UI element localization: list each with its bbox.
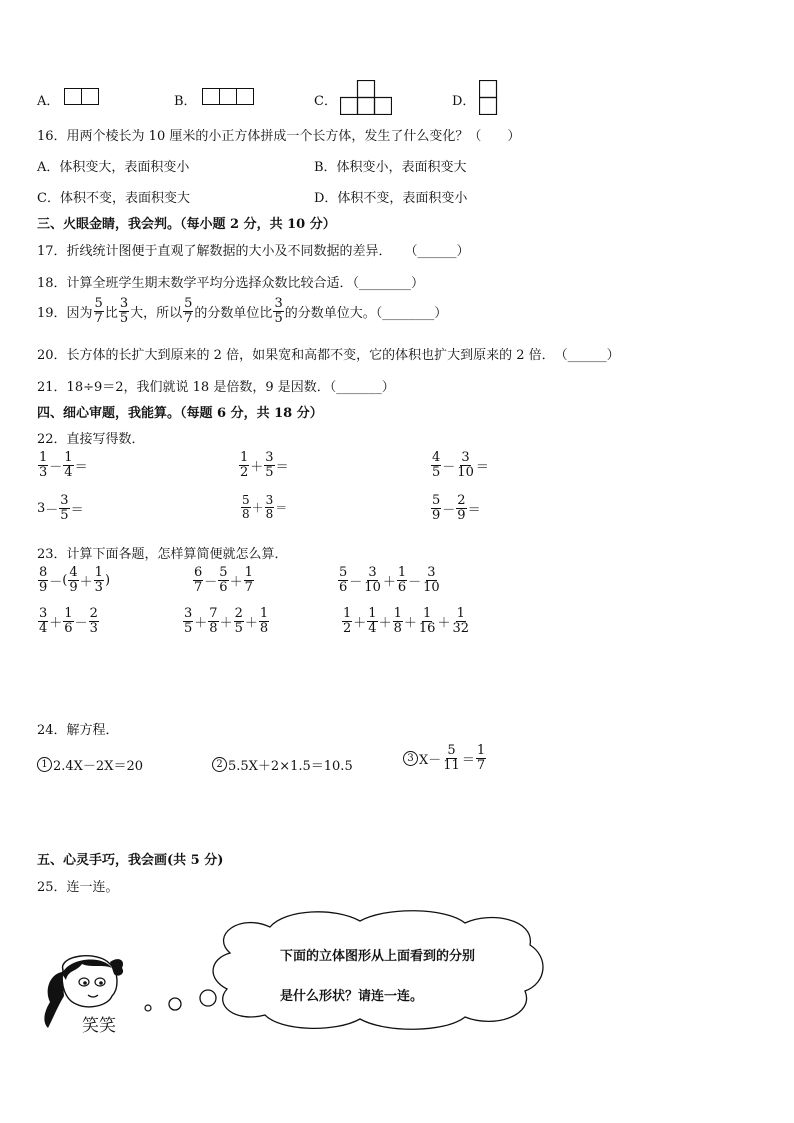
q22-item-1: $\frac{1}{3}$ － $\frac{1}{4}$ ＝ [39, 450, 88, 480]
q16-stem: 16．用两个棱长为 10 厘米的小正方体拼成一个长方体，发生了什么变化？（ ） [37, 129, 521, 144]
q17: 17．折线统计图便于直观了解数据的大小及不同数据的差异． （______） [37, 244, 470, 259]
q24: 24．解方程． [37, 723, 119, 738]
q23-item-3: $\frac{5}{6}$ － $\frac{3}{10}$ ＋ $\frac{1}{6}$ － $\frac{3}{10}$ [339, 565, 440, 595]
q21: 21．18÷9＝2，我们就说 18 是倍数，9 是因数．（_______） [37, 380, 395, 395]
q16-option-a: A．体积变大，表面积变小 [37, 160, 190, 175]
shape-a [64, 88, 99, 105]
q16-option-d: D．体积不变，表面积变小 [314, 191, 468, 206]
bubble-text-2: 是什么形状？请连一连。 [280, 989, 424, 1004]
section-3-title: 三、火眼金睛，我会判。（每小题 2 分，共 10 分） [37, 217, 336, 232]
q18: 18．计算全班学生期末数学平均分选择众数比较合适．（________） [37, 276, 425, 291]
q23: 23．计算下面各题，怎样算简便就怎么算． [37, 547, 288, 562]
q20: 20．长方体的长扩大到原来的 2 倍，如果宽和高都不变，它的体积也扩大到原来的 2 倍． （______） [37, 348, 620, 363]
eq-2: 2 5.5X＋2×1.5＝10.5 [212, 755, 353, 774]
q23-item-6: $\frac{1}{2}$ ＋ $\frac{1}{4}$ ＋ $\frac{1}{8}$ ＋ $\frac{1}{16}$ ＋ $\frac{1}{32}$ [343, 606, 469, 636]
section-4-title: 四、细心审题，我能算。（每题 6 分，共 18 分） [37, 406, 323, 421]
girl-name-label: 笑笑 [82, 1016, 116, 1036]
q23-item-5: $\frac{3}{5}$ ＋ $\frac{7}{8}$ ＋ $\frac{2}{5}$ ＋ $\frac{1}{8}$ [184, 606, 269, 636]
q22-item-4: 3 － $\frac{3}{5}$ ＝ [37, 493, 84, 523]
q22-item-2: $\frac{1}{2}$ ＋ $\frac{3}{5}$ ＝ [240, 450, 289, 480]
q25: 25．连一连。 [37, 880, 119, 895]
q22-item-3: $\frac{4}{5}$ － $\frac{3}{10}$ ＝ [432, 450, 489, 480]
q22-item-5: $\frac{5}{8}$ ＋ $\frac{3}{8}$ ＝ [242, 493, 288, 521]
eq-3: 3 X－ $\frac{5}{11}$ ＝ $\frac{1}{7}$ [403, 744, 487, 772]
option-d-label: D． [452, 94, 476, 109]
option-a-label: A． [37, 94, 60, 109]
thought-bubble [135, 905, 550, 1035]
q23-item-1: $\frac{8}{9}$ － ( $\frac{4}{9}$ ＋ $\frac{1}{3}$ ) [39, 565, 111, 595]
q19: 19．因为 $\frac{5}{7}$ 比 $\frac{3}{5}$ 大，所以 $\frac{5}{7}$ 的分数单位比 $\frac{3}{5}$ 的分数单位大。（________） [37, 296, 448, 326]
shape-c [340, 80, 392, 115]
q16-option-c: C．体积不变，表面积变大 [37, 191, 190, 206]
bubble-text-1: 下面的立体图形从上面看到的分别 [280, 949, 476, 964]
q22-item-6: $\frac{5}{9}$ － $\frac{2}{9}$ ＝ [432, 493, 481, 523]
section-5-title: 五、心灵手巧，我会画(共 5 分) [37, 853, 224, 868]
q22: 22．直接写得数． [37, 432, 145, 447]
eq-1: 1 2.4X－2X＝20 [37, 755, 143, 774]
q23-item-2: $\frac{6}{7}$ － $\frac{5}{6}$ ＋ $\frac{1}{7}$ [194, 565, 253, 595]
q23-item-4: $\frac{3}{4}$ ＋ $\frac{1}{6}$ － $\frac{2}{3}$ [39, 606, 98, 636]
shape-b [202, 88, 254, 105]
option-c-label: C． [314, 94, 337, 109]
option-b-label: B． [174, 94, 197, 109]
shape-d [479, 80, 498, 115]
q16-option-b: B．体积变小，表面积变大 [314, 160, 467, 175]
